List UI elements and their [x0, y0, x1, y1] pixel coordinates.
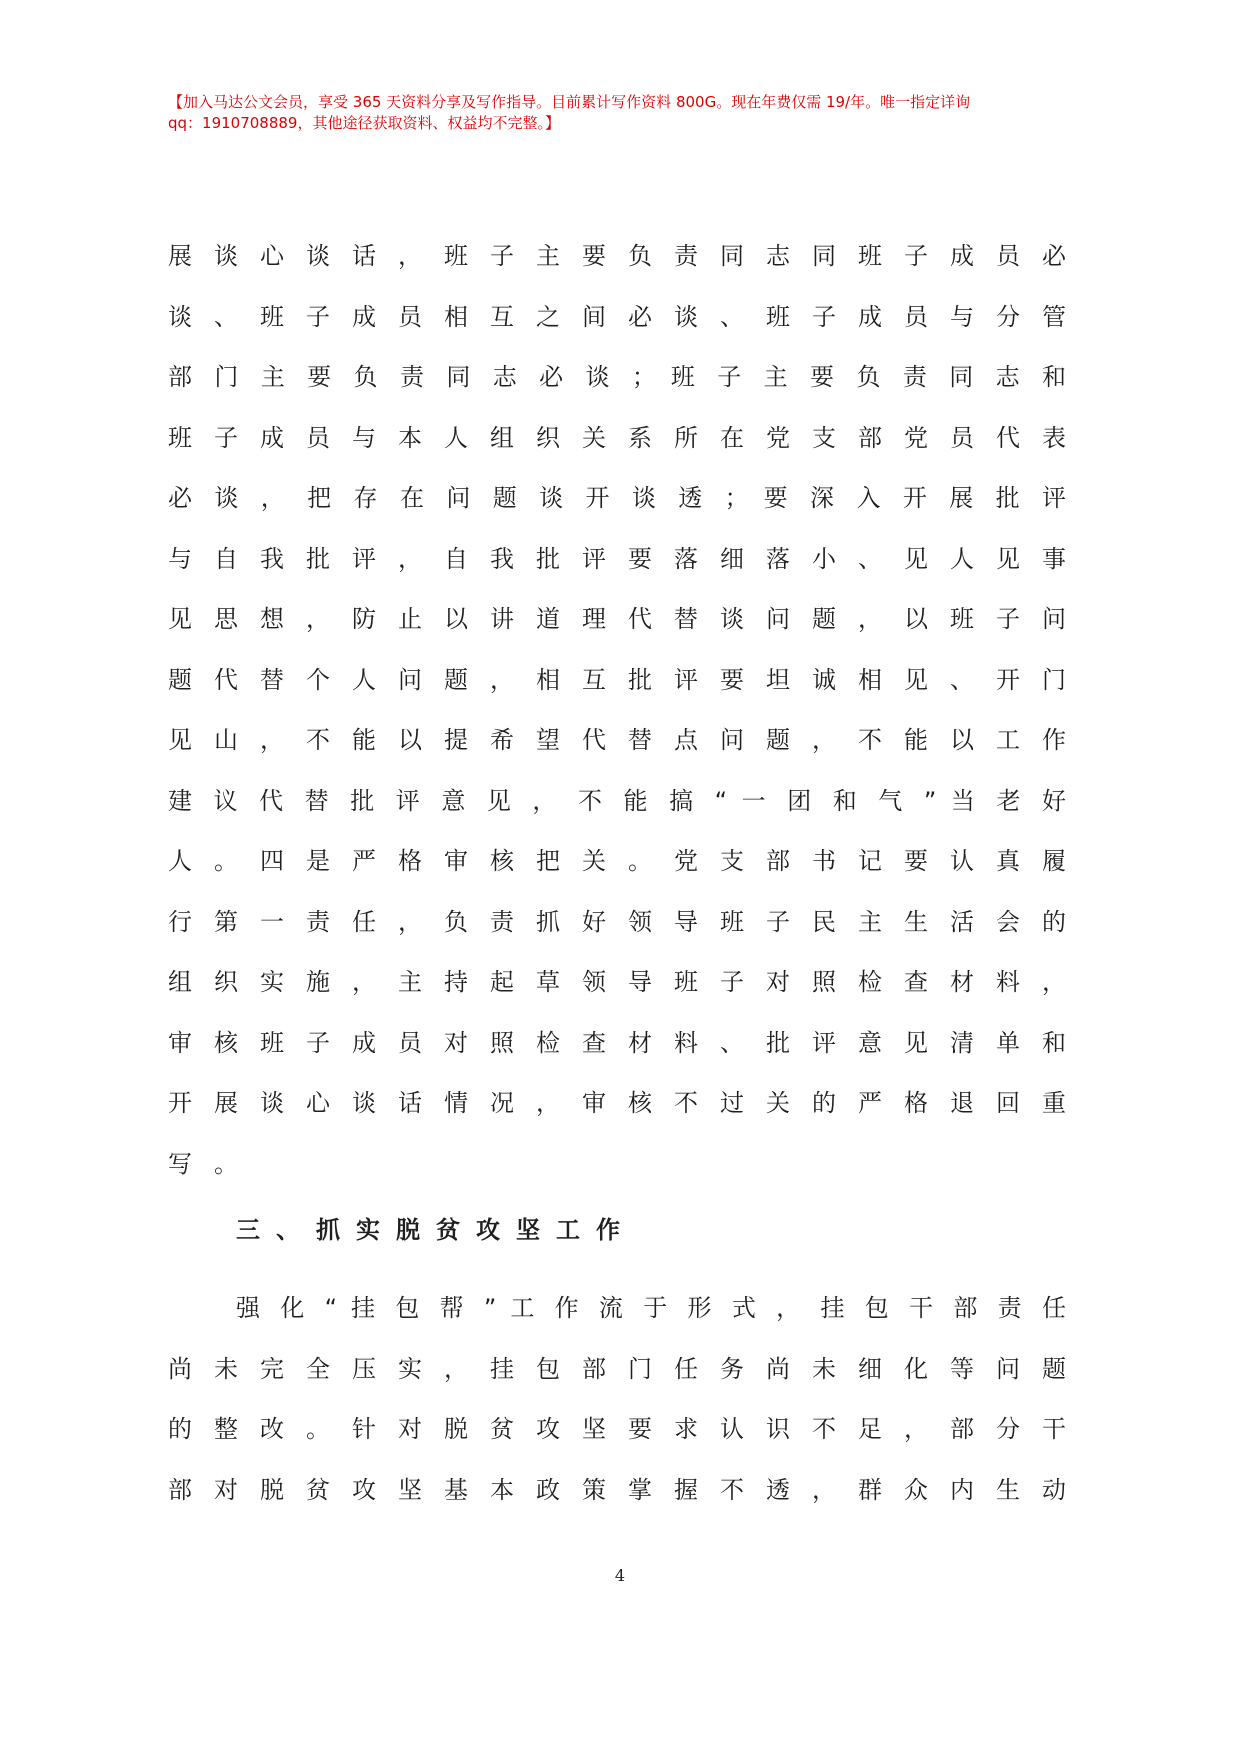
text-line: 组 织 实 施 ， 主 持 起 草 领 导 班 子 对 照 检 查 材 料 ，	[168, 968, 1066, 996]
promo-banner-line-1: 【加入马达公文会员，享受 365 天资料分享及写作指导。目前累计写作资料 800G。现在年费仅需 19/年。唯一指定详询	[168, 93, 971, 111]
text-line: 部 门 主 要 负 责 同 志 必 谈 ； 班 子 主 要 负 责 同 志 和	[168, 363, 1066, 391]
text-line: 谈 、 班 子 成 员 相 互 之 间 必 谈 、 班 子 成 员 与 分 管	[168, 302, 1066, 331]
text-line: 开 展 谈 心 谈 话 情 况 ， 审 核 不 过 关 的 严 格 退 回 重	[168, 1089, 1066, 1117]
text-line: 部 对 脱 贫 攻 坚 基 本 政 策 掌 握 不 透 ， 群 众 内 生 动	[168, 1475, 1066, 1504]
promo-banner	[168, 92, 1088, 134]
text-line: 审 核 班 子 成 员 对 照 检 查 材 料 、 批 评 意 见 清 单 和	[168, 1028, 1066, 1057]
text-line: 建 议 代 替 批 评 意 见 ， 不 能 搞 “ 一 团 和 气 ” 当 老 好	[168, 786, 1066, 815]
paragraph-1	[168, 226, 1066, 1194]
text-line: 的 整 改 。 针 对 脱 贫 攻 坚 要 求 认 识 不 足 ， 部 分 干	[168, 1415, 1066, 1443]
promo-banner-line-2: qq：1910708889，其他途径获取资料、权益均不完整。】	[168, 114, 560, 132]
text-line: 必 谈 ， 把 存 在 问 题 谈 开 谈 透 ； 要 深 入 开 展 批 评	[168, 484, 1066, 512]
text-line: 与 自 我 批 评 ， 自 我 批 评 要 落 细 落 小 、 见 人 见 事	[168, 544, 1066, 573]
text-line: 强 化 “ 挂 包 帮 ” 工 作 流 于 形 式 ， 挂 包 干 部 责 任	[236, 1294, 1066, 1322]
page-number: 4	[614, 1566, 626, 1585]
text-line: 见 思 想 ， 防 止 以 讲 道 理 代 替 谈 问 题 ， 以 班 子 问	[168, 605, 1066, 633]
text-line: 题 代 替 个 人 问 题 ， 相 互 批 评 要 坦 诚 相 见 、 开 门	[168, 665, 1066, 694]
text-line: 尚 未 完 全 压 实 ， 挂 包 部 门 任 务 尚 未 细 化 等 问 题	[168, 1354, 1066, 1383]
text-line: 班 子 成 员 与 本 人 组 织 关 系 所 在 党 支 部 党 员 代 表	[168, 423, 1066, 452]
section-heading: 三、抓实脱贫攻坚工作	[236, 1216, 636, 1244]
text-line: 见 山 ， 不 能 以 提 希 望 代 替 点 问 题 ， 不 能 以 工 作	[168, 726, 1066, 754]
text-line: 写。	[168, 1149, 260, 1178]
paragraph-2	[168, 1278, 1066, 1520]
text-line: 人 。 四 是 严 格 审 核 把 关 。 党 支 部 书 记 要 认 真 履	[168, 847, 1066, 875]
text-line: 展 谈 心 谈 话 ， 班 子 主 要 负 责 同 志 同 班 子 成 员 必	[168, 242, 1066, 270]
text-line: 行 第 一 责 任 ， 负 责 抓 好 领 导 班 子 民 主 生 活 会 的	[168, 907, 1066, 936]
